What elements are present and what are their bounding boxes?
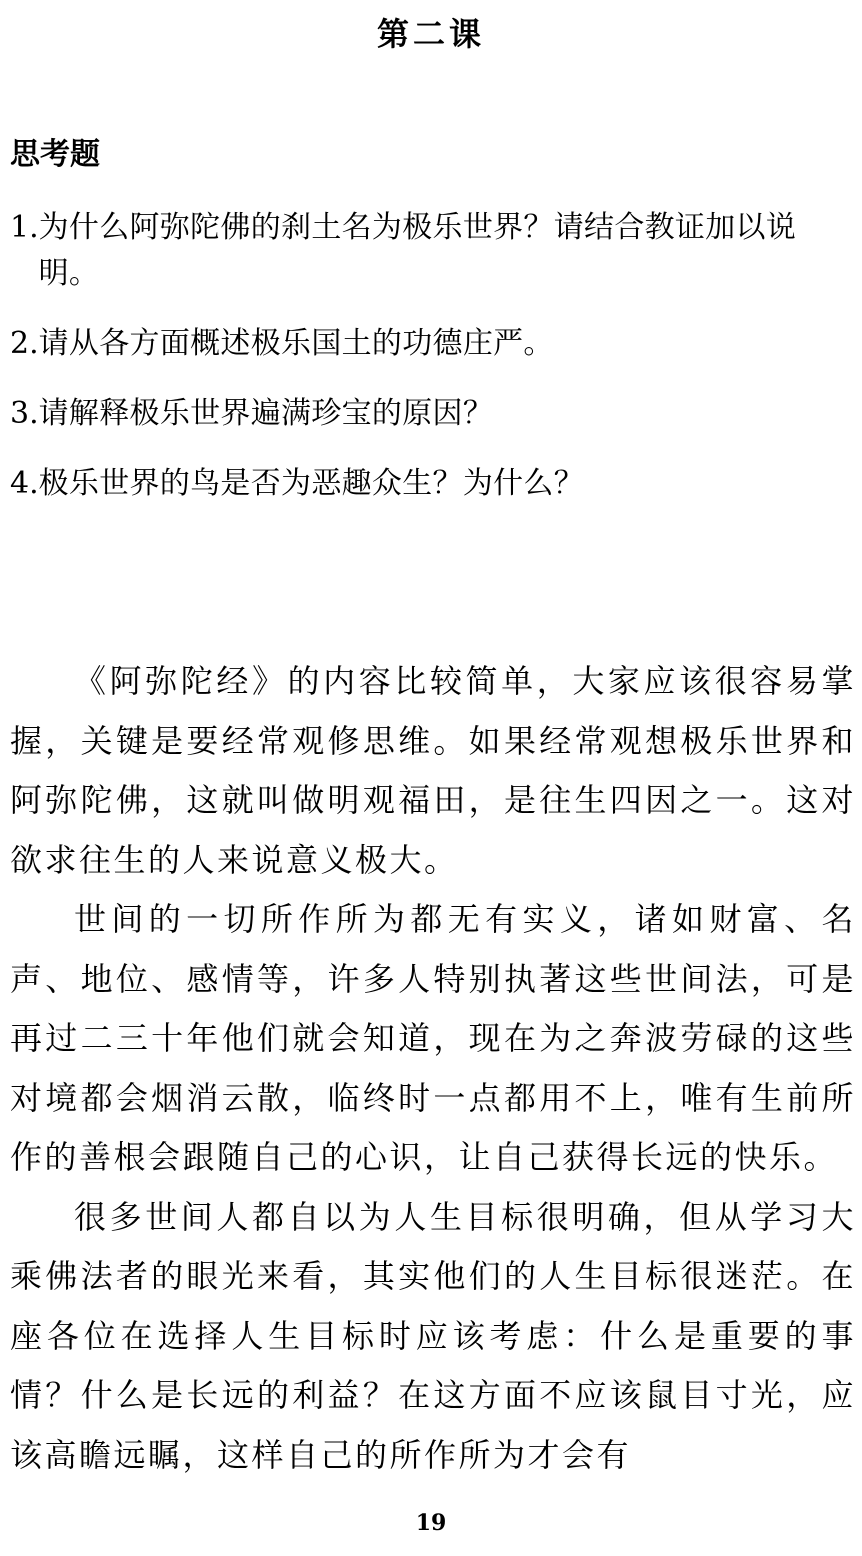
page-number: 19	[415, 1510, 447, 1536]
question-item	[10, 391, 856, 437]
page-title: 第二课	[376, 15, 485, 53]
question-number: 3.	[10, 396, 39, 431]
question-text: 请从各方面概述极乐国土的功德庄严。	[38, 326, 554, 361]
question-number: 4.	[10, 466, 39, 501]
question-text: 为什么阿弥陀佛的刹土名为极乐世界？请结合教证加以说明。	[38, 210, 797, 291]
body-paragraph: 很多世间人都自以为人生目标很明确，但从学习大乘佛法者的眼光来看，其实他们的人生目标很迷茫。在座各位在选择人生目标时应该考虑：什么是重要的事情？什么是长远的利益？在这方面不应该鼠目寸光，应该高瞻远瞩，这样自己的所作所为才会有	[10, 1197, 856, 1474]
question-text: 极乐世界的鸟是否为恶趣众生？为什么？	[38, 466, 585, 501]
question-number: 2.	[10, 326, 39, 361]
body-text	[10, 652, 856, 1485]
question-item	[10, 461, 856, 507]
question-item	[10, 205, 856, 297]
question-text: 请解释极乐世界遍满珍宝的原因？	[38, 396, 494, 431]
question-item	[10, 321, 856, 367]
question-number: 1.	[10, 210, 39, 245]
question-list	[10, 205, 856, 531]
body-paragraph: 世间的一切所作所为都无有实义，诸如财富、名声、地位、感情等，许多人特别执著这些世间法，可是再过二三十年他们就会知道，现在为之奔波劳碌的这些对境都会烟消云散，临终时一点都用不上，唯有生前所作的善根会跟随自己的心识，让自己获得长远的快乐。	[10, 900, 856, 1176]
section-heading: 思考题	[10, 137, 100, 172]
body-paragraph: 《阿弥陀经》的内容比较简单，大家应该很容易掌握，关键是要经常观修思维。如果经常观想极乐世界和阿弥陀佛，这就叫做明观福田，是往生四因之一。这对欲求往生的人来说意义极大。	[10, 662, 856, 879]
